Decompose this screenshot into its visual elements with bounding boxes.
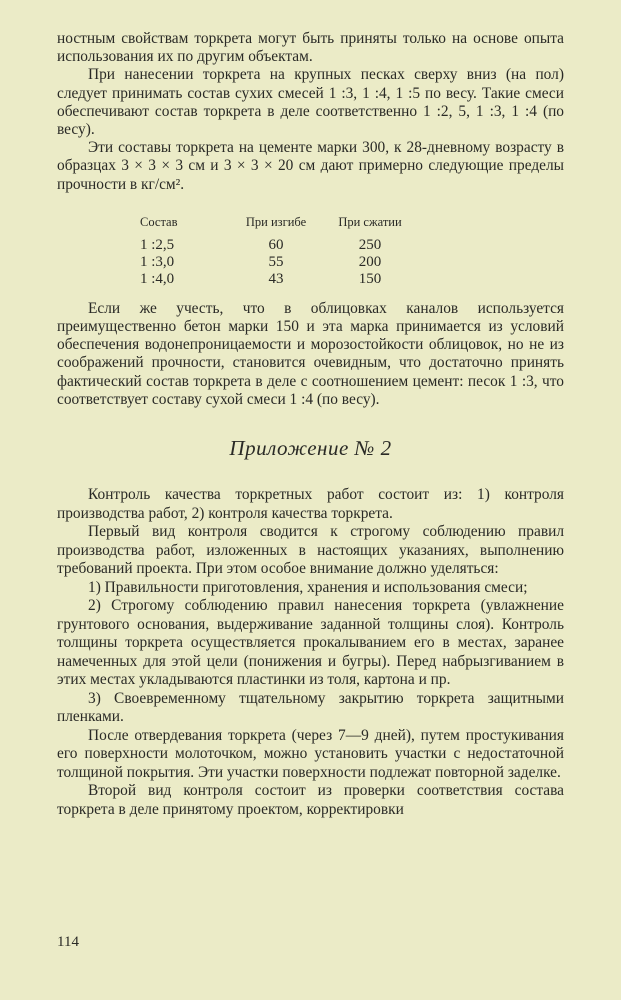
table-header-row	[57, 214, 564, 231]
table-header-compression: При сжатии	[338, 214, 402, 229]
table-cell: 250	[358, 236, 382, 253]
paragraph: Если же учесть, что в облицовках каналов используется преимущественно бетон марки 150 и эта марка принимается из условий обеспечения водонепроницаемости и морозостойкости облицовок, но не из соображений прочности, становится очевидным, что достаточно принять фактический состав торкрета в деле с соотношением цемент: песок 1 :3, что соответствует составу сухой смеси 1 :4 (по весу).	[57, 299, 564, 408]
table-cell: 200	[358, 253, 382, 270]
table-cell: 1 :3,0	[140, 253, 175, 270]
paragraph: Контроль качества торкретных работ состоит из: 1) контроля производства работ, 2) контроля качества торкрета.	[57, 486, 564, 522]
table-header-composition: Состав	[140, 214, 178, 229]
page-number: 114	[57, 934, 79, 950]
table-row	[57, 237, 564, 254]
paragraph: ностным свойствам торкрета могут быть приняты только на основе опыта использования их по другим объектам.	[57, 30, 564, 66]
table-header-bending: При изгибе	[245, 214, 307, 229]
table-cell: 1 :2,5	[140, 236, 175, 253]
table-cell: 55	[268, 253, 284, 270]
paragraph: 1) Правильности приготовления, хранения и использования смеси;	[88, 578, 528, 596]
table-cell: 43	[268, 270, 284, 287]
table-cell: 60	[268, 236, 284, 253]
table-row	[57, 271, 564, 288]
paragraph: Первый вид контроля сводится к строгому соблюдению правил производства работ, изложенных в настоящих указаниях, выполнению требований проекта. При этом особое внимание должно уделяться:	[57, 523, 564, 578]
text-block-middle	[57, 300, 564, 409]
section-heading: Приложение № 2	[229, 436, 392, 461]
table-cell: 1 :4,0	[140, 270, 175, 287]
paragraph: При нанесении торкрета на крупных песках сверху вниз (на пол) следует принимать состав сухих смесей 1 :3, 1 :4, 1 :5 по весу. Такие смеси обеспечивают состав торкрета в деле соответственно 1 :2, 5, 1 :3, 1 :4 (по весу).	[57, 66, 564, 139]
text-block-bottom	[57, 486, 564, 819]
strength-table	[57, 214, 564, 288]
paragraph: Эти составы торкрета на цементе марки 300, к 28-дневному возрасту в образцах 3 × 3 × 3 см и 3 × 3 × 20 см дают примерно следующие пределы прочности в кг/см².	[57, 139, 564, 193]
table-cell: 150	[358, 270, 382, 287]
text-block-top	[57, 30, 564, 194]
paragraph: После отвердевания торкрета (через 7—9 дней), путем простукивания его поверхности молоточком, можно установить участки с недостаточной толщиной покрытия. Эти участки поверхности подлежат повторной заделке.	[57, 726, 564, 781]
paragraph: 3) Своевременному тщательному закрытию торкрета защитными пленками.	[57, 689, 564, 726]
paragraph: Второй вид контроля состоит из проверки соответствия состава торкрета в деле принятому проектом, корректировки	[57, 782, 564, 818]
table-row	[57, 254, 564, 271]
paragraph: 2) Строгому соблюдению правил нанесения торкрета (увлажнение грунтового основания, выдерживание заданной толщины слоя). Контроль толщины торкрета осуществляется прокалыванием его в местах, заранее намеченных для этой цели (понижения и бугры). Перед набрызгиванием в этих местах укладываются пластинки из толя, картона и пр.	[57, 597, 564, 689]
